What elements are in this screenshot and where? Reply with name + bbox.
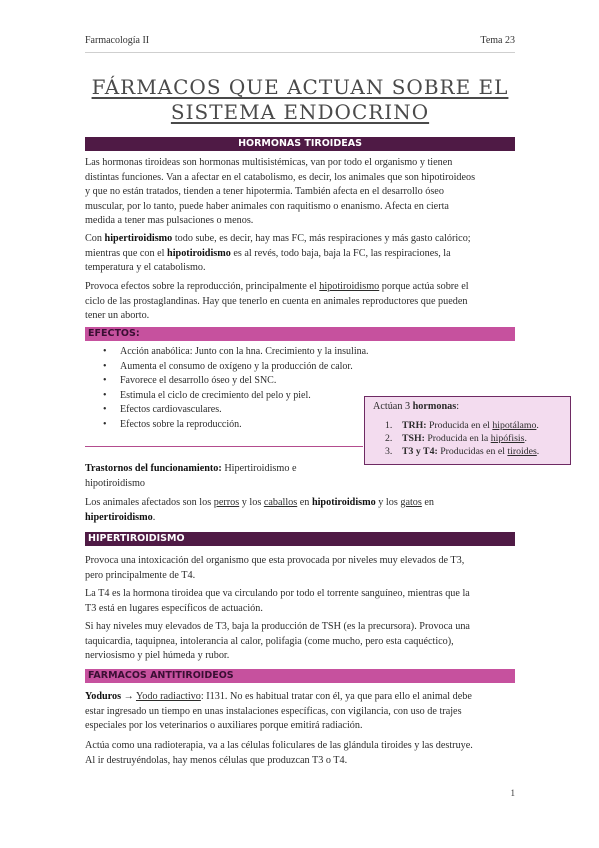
section-heading-farmacos: FARMACOS ANTITIROIDEOS: [85, 669, 515, 683]
paragraph-reproduccion: Provoca efectos sobre la reproducción, principalmente el hipotiroidismo porque actúa sobre el ciclo de las prostaglandinas. Hay que tenerlo en cuenta en animales reproductores que pueden tener un aborto.: [85, 281, 469, 322]
page-title-line2: SISTEMA ENDOCRINO: [170, 100, 430, 124]
divider: [85, 446, 363, 447]
section-heading-hipertiroidismo: HIPERTIROIDISMO: [85, 532, 515, 546]
section-heading-efectos: EFECTOS:: [85, 327, 515, 341]
callout-list: [385, 419, 539, 458]
list-item: 2. TSH: Producida en la hipófisis.: [385, 433, 527, 444]
header-topic: Tema 23: [480, 35, 515, 46]
paragraph-yoduros: Yoduros → Yodo radiactivo: I131. No es habitual tratar con él, ya que para ello el animal debe estar ingresado un tiempo en unas instalaciones específicas, con vigilancia, con uso de trajes especiales por los veterinarios o auxiliares porque emitirá radiación.: [85, 691, 472, 732]
paragraph-hiper-hipo: Con hipertiroidismo todo sube, es decir, hay mas FC, más respiraciones y más gasto calórico; mientras que con el hipotiroidismo es al revés, todo baja, baja la FC, las respiraciones, la temperatura y el catabolismo.: [85, 233, 471, 274]
list-item: • Estimula el ciclo de crecimiento del pelo y piel.: [103, 389, 369, 404]
header-divider: [85, 52, 515, 53]
callout-title: Actúan 3 hormonas:: [373, 401, 460, 412]
hormonas-callout-box: [364, 396, 571, 465]
paragraph-animales: Los animales afectados son los perros y los caballos en hipotiroidismo y los gatos en hipertiroidismo.: [85, 497, 435, 523]
page-title-line1: FÁRMACOS QUE ACTUAN SOBRE EL: [91, 75, 509, 99]
section-heading-hormonas: HORMONAS TIROIDEAS: [85, 137, 515, 151]
list-item: • Efectos sobre la reproducción.: [103, 418, 369, 433]
list-item: 3. T3 y T4: Producidas en el tiroides.: [385, 446, 540, 457]
paragraph-hiper-1: Provoca una intoxicación del organismo que esta provocada por niveles muy elevados de T3, pero principalmente de T4.: [85, 555, 465, 581]
paragraph-hiper-3: Si hay niveles muy elevados de T3, baja la producción de TSH (es la precursora). Provoca una taquicardia, taquipnea, intolerancia al calor, polifagia (come mucho, pero esta caquéctico), nerviosismo y piel húmeda y rubor.: [85, 621, 470, 662]
list-item: • Acción anabólica: Junto con la hna. Crecimiento y la insulina.: [103, 345, 369, 360]
list-item: • Efectos cardiovasculares.: [103, 403, 369, 418]
header-course: Farmacología II: [85, 35, 150, 46]
paragraph-hiper-2: La T4 es la hormona tiroidea que va circulando por todo el torrente sanguíneo, mientras que la T3 está en lugares específicos de actuación.: [85, 588, 470, 614]
page-number: 1: [510, 788, 515, 798]
list-item: • Aumenta el consumo de oxígeno y la producción de calor.: [103, 360, 369, 375]
paragraph-trastornos: Trastornos del funcionamiento: Hipertiroidismo e hipotiroidismo: [85, 463, 297, 489]
paragraph-radioterapia: Actúa como una radioterapia, va a las células foliculares de las glándula tiroides y las destruye. Al ir destruyéndolas, hay menos células que produzcan T3 o T4.: [85, 740, 473, 766]
list-item: • Favorece el desarrollo óseo y del SNC.: [103, 374, 369, 389]
list-item: 1. TRH: Producida en el hipotálamo.: [385, 420, 539, 431]
efectos-list: [103, 345, 369, 433]
paragraph-intro: Las hormonas tiroideas son hormonas multisistémicas, van por todo el organismo y tienen distintas funciones. Van a afectar en el catabolismo, es decir, los animales que son hipotiroideos y que no están tratados, tienden a tener hipotermia. También afecta en el desarrollo óseo muscular, por lo tanto, puede haber animales con raquitismo o enanismo. Afecta en cierta medida a tener mas pulsaciones o menos.: [85, 157, 476, 227]
